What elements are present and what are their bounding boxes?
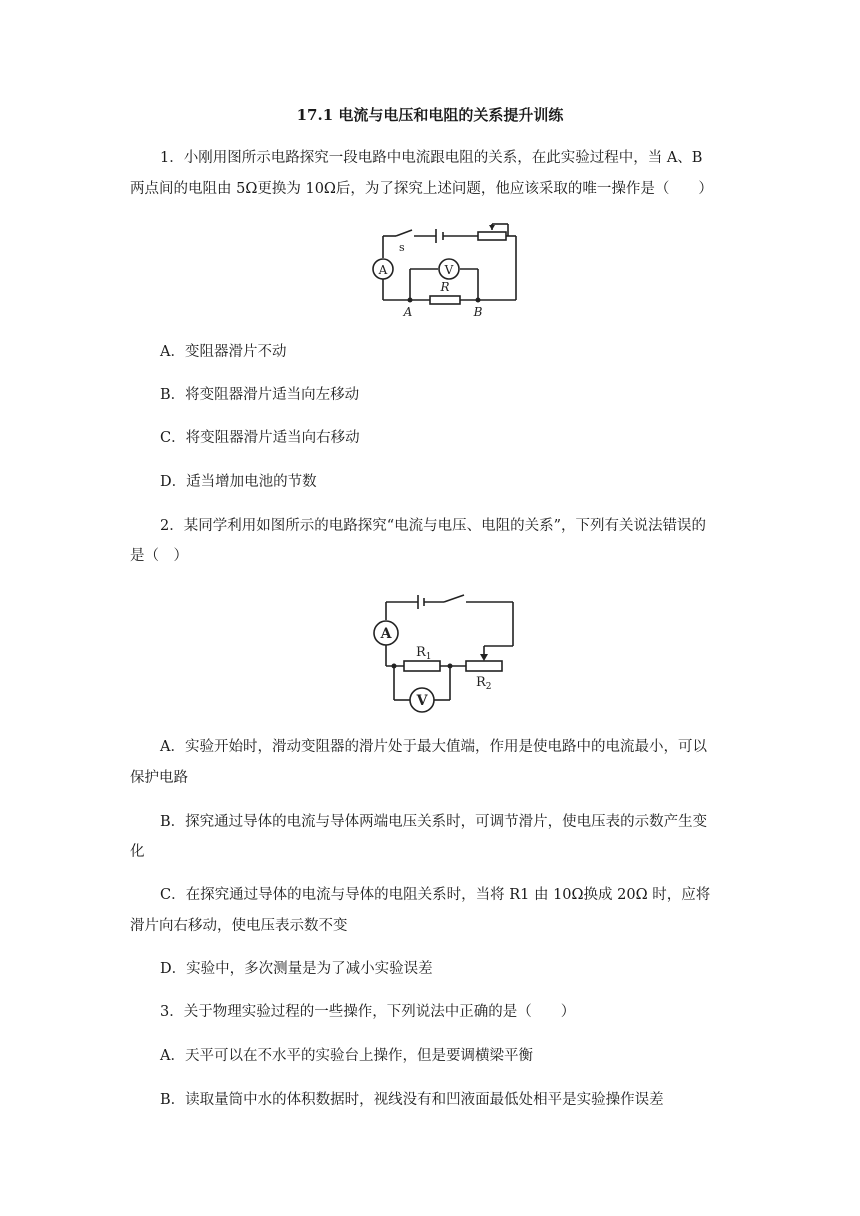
q2-option-d: D．实验中，多次测量是为了减小实验误差 bbox=[160, 961, 433, 977]
q2-circuit-diagram bbox=[368, 588, 528, 716]
page-title: 17.1 电流与电压和电阻的关系提升训练 bbox=[296, 106, 564, 124]
point-a-label: A bbox=[403, 305, 413, 319]
q2-option-c-line2: 滑片向右移动，使电压表示数不变 bbox=[130, 918, 348, 934]
r2-label: $R_2$ bbox=[476, 675, 492, 692]
ammeter-icon: A bbox=[378, 263, 388, 277]
switch-label: s bbox=[399, 241, 405, 254]
q1-stem-line1: 1．小刚用图所示电路探究一段电路中电流跟电阻的关系，在此实验过程中，当 A、B bbox=[160, 150, 703, 166]
point-b-label: B bbox=[473, 305, 483, 319]
q2-option-a-line2: 保护电路 bbox=[130, 770, 188, 786]
voltmeter-icon: V bbox=[444, 263, 454, 277]
q1-option-a: A．变阻器滑片不动 bbox=[160, 344, 287, 360]
q3-stem: 3．关于物理实验过程的一些操作，下列说法中正确的是（ ） bbox=[160, 1004, 576, 1020]
q2-stem-line1: 2．某同学利用如图所示的电路探究“电流与电压、电阻的关系”，下列有关说法错误的 bbox=[160, 518, 707, 534]
r1-label: $R_1$ bbox=[416, 645, 432, 662]
q3-option-a: A．天平可以在不水平的实验台上操作，但是要调横梁平衡 bbox=[160, 1048, 533, 1064]
q2-stem-line2: 是（ ） bbox=[130, 548, 188, 564]
resistor-label: R bbox=[440, 280, 450, 294]
ammeter-icon: A bbox=[380, 626, 392, 642]
q3-option-b: B．读取量筒中水的体积数据时，视线没有和凹液面最低处相平是实验操作误差 bbox=[160, 1092, 664, 1108]
q1-circuit-diagram bbox=[368, 220, 528, 324]
q2-option-a-line1: A．实验开始时，滑动变阻器的滑片处于最大值端，作用是使电路中的电流最小，可以 bbox=[160, 739, 707, 755]
q2-option-b-line1: B．探究通过导体的电流与导体两端电压关系时，可调节滑片，使电压表的示数产生变 bbox=[160, 814, 708, 830]
q1-option-c: C．将变阻器滑片适当向右移动 bbox=[160, 430, 360, 446]
q2-option-c-line1: C．在探究通过导体的电流与导体的电阻关系时，当将 R1 由 10Ω换成 20Ω 时，应将 bbox=[160, 887, 711, 903]
q1-stem-line2: 两点间的电阻由 5Ω更换为 10Ω后，为了探究上述问题，他应该采取的唯一操作是（ ） bbox=[130, 181, 713, 197]
q1-option-d: D．适当增加电池的节数 bbox=[160, 474, 317, 490]
voltmeter-icon: V bbox=[416, 693, 428, 709]
q1-option-b: B．将变阻器滑片适当向左移动 bbox=[160, 387, 360, 403]
q2-option-b-line2: 化 bbox=[130, 844, 145, 860]
